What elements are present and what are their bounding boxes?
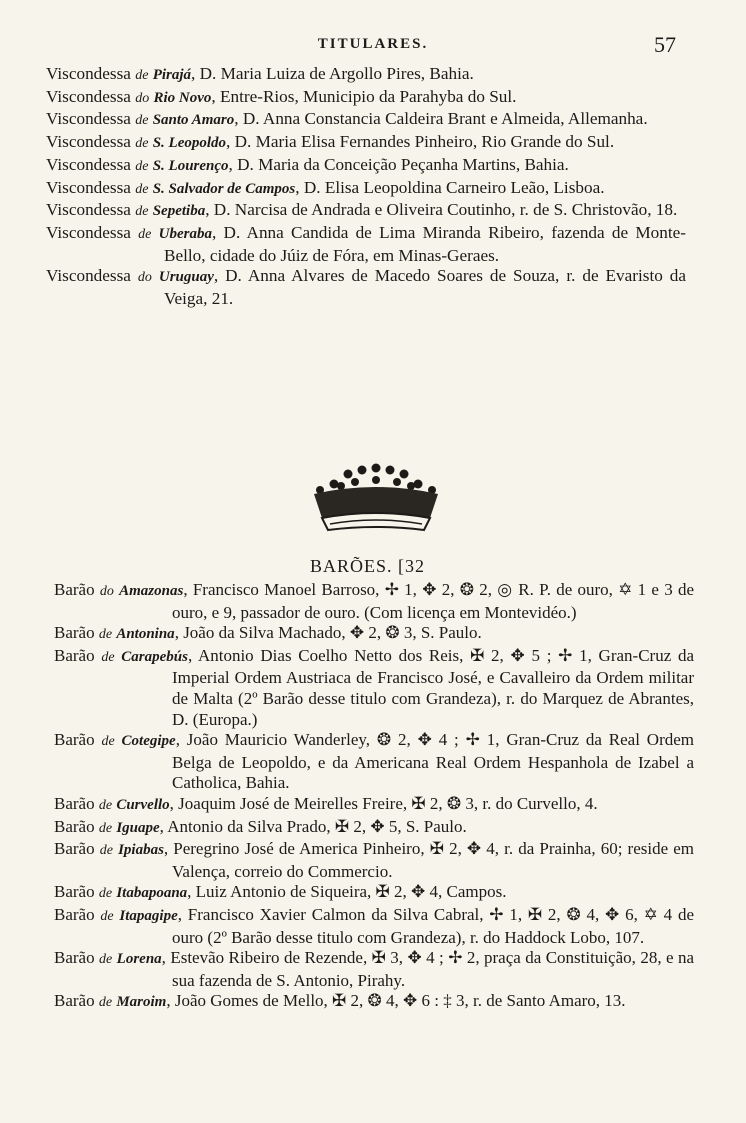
particle: de — [101, 649, 115, 665]
particle: de — [100, 908, 114, 924]
entry-barao-iguape — [54, 817, 694, 840]
rank: Barão — [54, 645, 95, 665]
entry-barao-carapebus — [54, 646, 694, 730]
entry-viscondessa-s-leopoldo — [46, 132, 686, 155]
title-place: Sepetiba — [152, 203, 206, 220]
particle: de — [99, 843, 113, 859]
entry-text: , Peregrino José de America Pinheiro, ✠ 2, ✥ 4, r. da Prainha, 60; reside em Valença, correio do Commercio. — [163, 839, 695, 881]
particle: de — [135, 136, 149, 152]
particle: de — [99, 952, 113, 968]
particle: de — [98, 995, 113, 1011]
rank: Barão — [54, 816, 95, 836]
particle: de — [135, 204, 149, 220]
entry-text: , D. Anna Constancia Caldeira Brant e Almeida, Allemanha. — [234, 109, 648, 129]
entry-text: , Antonio da Silva Prado, ✠ 2, ✥ 5, S. Paulo. — [159, 816, 467, 836]
entry-barao-itapagipe — [54, 905, 694, 948]
title-place: Lorena — [116, 951, 162, 968]
section-heading-baroes: BARÕES. [32 — [310, 556, 426, 576]
particle: de — [135, 158, 149, 174]
particle: de — [135, 113, 149, 129]
title-place: Rio Novo — [153, 89, 212, 106]
entry-text: , D. Anna Candida de Lima Miranda Ribeiro, fazenda de Monte-Bello, cidade do Júiz de Fóra, em Minas-Geraes. — [164, 222, 686, 265]
entry-text: , D. Maria da Conceição Peçanha Martins, Bahia. — [228, 154, 569, 174]
particle: do — [137, 270, 152, 286]
entry-viscondessa-uberaba — [46, 223, 686, 266]
rank: Viscondessa — [46, 86, 131, 106]
crown-pearl — [372, 476, 380, 484]
particle: de — [98, 627, 113, 643]
particle: de — [135, 181, 149, 197]
entry-barao-cotegipe — [54, 730, 694, 794]
particle: de — [101, 734, 115, 750]
entry-viscondessa-rio-novo — [46, 87, 686, 110]
entry-barao-ipiabas — [54, 839, 694, 882]
title-place: Antonina — [116, 626, 175, 643]
entry-text: , D. Narcisa de Andrada e Oliveira Coutinho, r. de S. Christovão, 18. — [205, 200, 678, 220]
entry-text: , Entre-Rios, Municipio da Parahyba do Sul. — [211, 86, 517, 106]
entry-text: , Luiz Antonio de Siqueira, ✠ 2, ✥ 4, Campos. — [187, 882, 507, 902]
particle: de — [98, 886, 113, 902]
title-place: Uruguay — [158, 269, 214, 286]
rank: Viscondessa — [46, 266, 131, 286]
title-place: S. Lourenço — [152, 157, 229, 174]
title-place: Iguape — [116, 819, 160, 836]
entry-text: , João da Silva Machado, ✥ 2, ❂ 3, S. Paulo. — [174, 623, 482, 643]
entry-barao-curvello — [54, 794, 694, 817]
rank: Barão — [54, 580, 95, 599]
crown-pearl — [386, 466, 395, 475]
rank: Barão — [54, 730, 95, 750]
entry-barao-amazonas — [54, 580, 694, 623]
crown-pearl — [351, 478, 359, 486]
entry-barao-antonina — [54, 623, 694, 646]
rank: Viscondessa — [46, 64, 131, 83]
title-place: S. Leopoldo — [152, 135, 227, 152]
crown-pearl — [393, 478, 401, 486]
entry-text: , João Gomes de Mello, ✠ 2, ❂ 4, ✥ 6 : ‡ 3, r. de Santo Amaro, 13. — [166, 991, 626, 1011]
entry-viscondessa-piraja — [46, 64, 686, 87]
crown-pearl — [407, 482, 415, 490]
particle: do — [99, 584, 114, 599]
title-place: S. Salvador de Campos — [152, 180, 296, 197]
entry-text: , Antonio Dias Coelho Netto dos Reis, ✠ 2, ✥ 5 ; ✢ 1, Gran-Cruz da Imperial Ordem Austriaca de Francisco José, e Cavalleiro da Ordem militar de Malta (2º Barão desse titulo com Grandeza), r. do Marquez de Abrantes, D. (Europa.) — [172, 645, 695, 729]
rank: Barão — [54, 623, 95, 643]
entry-barao-maroim — [54, 991, 694, 1014]
rank: Barão — [54, 948, 95, 968]
entry-barao-lorena — [54, 948, 694, 991]
entry-text: , D. Anna Alvares de Macedo Soares de Souza, r. de Evaristo da Veiga, 21. — [164, 266, 687, 309]
particle: de — [98, 820, 113, 836]
title-place: Curvello — [116, 796, 170, 813]
rank: Viscondessa — [46, 132, 131, 152]
title-place: Maroim — [116, 994, 167, 1011]
rank: Barão — [54, 882, 95, 902]
particle: de — [135, 68, 149, 83]
title-place: Ipiabas — [118, 842, 164, 859]
particle: de — [98, 797, 113, 813]
particle: de — [138, 226, 152, 242]
crown-pearl — [330, 480, 339, 489]
page-number: 57 — [654, 32, 676, 57]
entry-text: , Francisco Manoel Barroso, ✢ 1, ✥ 2, ❂ 2, ◎ R. P. de ouro, ✡ 1 e 3 de ouro, e 9, passador de ouro. (Com licença em Montevidéo.) — [172, 580, 695, 622]
entry-barao-itabapoana — [54, 882, 694, 905]
crown-pearl — [372, 464, 381, 473]
rank: Viscondessa — [46, 222, 131, 242]
page-header — [0, 34, 746, 58]
rank: Barão — [54, 839, 95, 859]
rank: Viscondessa — [46, 109, 131, 129]
entry-text: , Estevão Ribeiro de Rezende, ✠ 3, ✥ 4 ; ✢ 2, praça da Constituição, 28, e na sua fazenda de S. Antonio, Pirahy. — [161, 948, 694, 990]
title-place: Santo Amaro — [152, 112, 235, 129]
entry-text: , Francisco Xavier Calmon da Silva Cabral, ✢ 1, ✠ 2, ❂ 4, ✥ 6, ✡ 4 de ouro (2º Barão desse titulo com Grandeza), r. do Haddock Lobo, 107. — [172, 904, 695, 947]
entry-text: , João Mauricio Wanderley, ❂ 2, ✥ 4 ; ✢ 1, Gran-Cruz da Real Ordem Belga de Leopoldo, e da Americana Real Ordem Hespanhola de Izabel a Catholica, Bahia. — [172, 730, 694, 793]
title-place: Amazonas — [119, 583, 184, 599]
title-place: Uberaba — [158, 225, 212, 242]
entry-viscondessa-santo-amaro — [46, 109, 686, 132]
crown-pearl — [358, 466, 367, 475]
entry-text: , D. Elisa Leopoldina Carneiro Leão, Lisboa. — [295, 177, 605, 197]
crown-pearl — [344, 470, 353, 479]
running-title: TITULARES. — [317, 36, 429, 52]
rank: Viscondessa — [46, 177, 131, 197]
rank: Viscondessa — [46, 200, 131, 220]
entry-text: , D. Maria Luiza de Argollo Pires, Bahia. — [191, 64, 474, 83]
title-place: Carapebús — [121, 648, 188, 665]
viscondessas-list — [46, 64, 686, 310]
crown-base — [322, 513, 430, 530]
rank: Barão — [54, 991, 95, 1011]
entry-text: , D. Maria Elisa Fernandes Pinheiro, Rio Grande do Sul. — [226, 132, 615, 152]
title-place: Itabapoana — [116, 885, 188, 902]
entry-viscondessa-s-lourenco — [46, 155, 686, 178]
title-place: Cotegipe — [121, 733, 176, 750]
title-place: Itapagipe — [119, 907, 178, 924]
entry-viscondessa-uruguay — [46, 266, 686, 309]
entry-viscondessa-sepetiba — [46, 200, 686, 223]
rank: Barão — [54, 793, 95, 813]
crown-pearl — [400, 470, 409, 479]
crown-pearl — [337, 482, 345, 490]
crown-pearl — [414, 480, 423, 489]
title-place: Pirajá — [152, 67, 192, 83]
baroes-list — [54, 580, 694, 1014]
particle: do — [135, 90, 150, 106]
crown-ornament — [300, 460, 450, 540]
rank: Viscondessa — [46, 154, 131, 174]
entry-text: , Joaquim José de Meirelles Freire, ✠ 2, ❂ 3, r. do Curvello, 4. — [169, 793, 598, 813]
entry-viscondessa-s-salvador-de-campos — [46, 178, 686, 201]
rank: Barão — [54, 904, 95, 924]
